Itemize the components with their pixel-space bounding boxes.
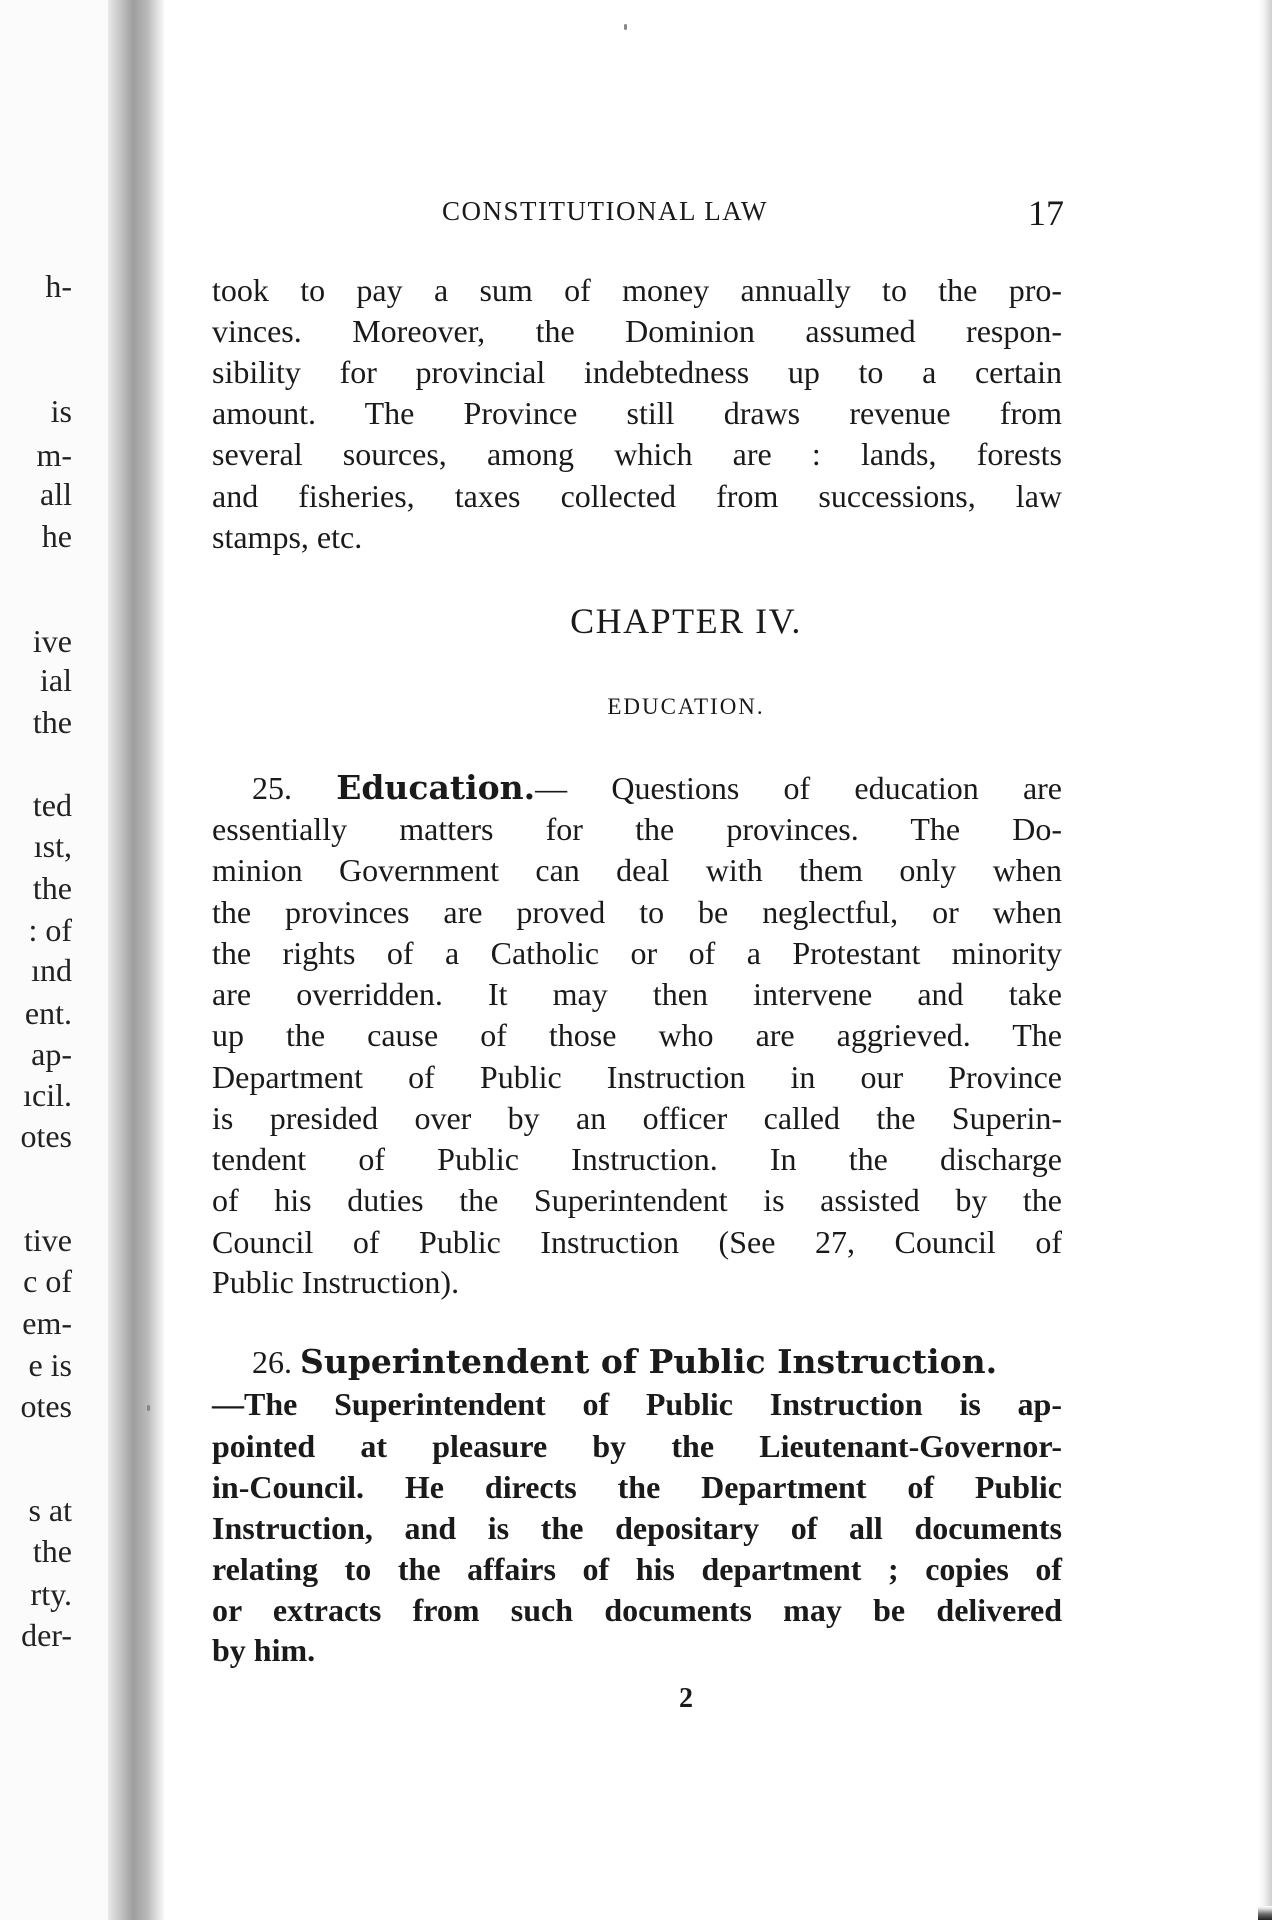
- text-line: or extracts from such documents may be delivered: [212, 1592, 1062, 1628]
- text-line: up the cause of those who are aggrieved. The: [212, 1017, 1062, 1053]
- section-lead: — Questions of education are: [535, 770, 1063, 806]
- book-gutter-shadow: [108, 0, 164, 1920]
- prev-line: h-: [45, 268, 72, 304]
- section-heading: Education.: [336, 768, 536, 807]
- chapter-subtitle: EDUCATION.: [607, 694, 765, 719]
- text-line: the rights of a Catholic or of a Protestant minority: [212, 935, 1062, 971]
- text-line: Instruction, and is the depositary of all documents: [212, 1510, 1062, 1546]
- prev-line: der-: [21, 1617, 72, 1653]
- text-line: Department of Public Instruction in our Province: [212, 1059, 1062, 1095]
- prev-line: ted: [32, 787, 72, 823]
- previous-page-fragment: [0, 0, 112, 1920]
- prev-line: ap-: [31, 1036, 72, 1072]
- prev-line: s at: [28, 1492, 72, 1528]
- text-line: Council of Public Instruction (See 27, Council of: [212, 1224, 1062, 1260]
- prev-line: all: [40, 476, 72, 512]
- section-heading-line: [252, 768, 1062, 808]
- prev-line: ıst,: [33, 828, 72, 864]
- dust-speck: [624, 24, 627, 30]
- prev-line: ent.: [24, 995, 72, 1031]
- prev-line: c of: [23, 1263, 72, 1299]
- text-line: relating to the affairs of his department ; copies of: [212, 1551, 1062, 1587]
- text-line: of his duties the Superintendent is assisted by the: [212, 1182, 1062, 1218]
- text-line: minion Government can deal with them only when: [212, 852, 1062, 888]
- prev-line: ial: [40, 662, 72, 698]
- text-line: and fisheries, taxes collected from successions, law: [212, 478, 1062, 514]
- text-line: pointed at pleasure by the Lieutenant-Governor-: [212, 1428, 1062, 1464]
- text-line: amount. The Province still draws revenue from: [212, 395, 1062, 431]
- section-number: 25.: [252, 770, 292, 806]
- text-line: took to pay a sum of money annually to the pro-: [212, 272, 1062, 308]
- running-head-title: CONSTITUTIONAL LAW: [442, 196, 769, 226]
- prev-line: e is: [28, 1347, 72, 1383]
- prev-line: otes: [20, 1118, 72, 1154]
- prev-line: : of: [28, 912, 72, 948]
- text-line: several sources, among which are : lands, forests: [212, 436, 1062, 472]
- section-heading: Superintendent of Public Instruction.: [300, 1342, 998, 1381]
- page-number: 17: [1028, 193, 1064, 233]
- text-line: in-Council. He directs the Department of Public: [212, 1469, 1062, 1505]
- text-line: essentially matters for the provinces. The Do-: [212, 811, 1062, 847]
- prev-line: rty.: [30, 1576, 72, 1612]
- section-heading-line: [252, 1342, 1062, 1382]
- prev-line: ıcil.: [23, 1077, 72, 1113]
- prev-line: ınd: [31, 952, 72, 988]
- chapter-title: CHAPTER IV.: [570, 601, 802, 641]
- section-number: 26.: [252, 1344, 292, 1380]
- prev-line: is: [50, 393, 72, 429]
- text-line: by him.: [212, 1632, 316, 1668]
- prev-line: m-: [36, 437, 72, 473]
- text-line: stamps, etc.: [212, 519, 363, 555]
- text-line: —The Superintendent of Public Instruction is ap-: [212, 1386, 1062, 1422]
- prev-line: the: [32, 704, 72, 740]
- prev-line: otes: [20, 1388, 72, 1424]
- text-line: tendent of Public Instruction. In the discharge: [212, 1141, 1062, 1177]
- prev-line: em-: [22, 1305, 72, 1341]
- prev-line: the: [32, 1533, 72, 1569]
- prev-line: the: [32, 870, 72, 906]
- prev-line: he: [41, 518, 72, 554]
- prev-line: ive: [32, 623, 72, 659]
- prev-line: tive: [24, 1222, 72, 1258]
- dust-speck: [147, 1405, 150, 1411]
- right-page-edge: [1258, 0, 1272, 1920]
- text-line: are overridden. It may then intervene and take: [212, 976, 1062, 1012]
- text-line: Public Instruction).: [212, 1264, 460, 1300]
- text-line: the provinces are proved to be neglectful, or when: [212, 894, 1062, 930]
- running-head: [278, 192, 1064, 236]
- text-line: is presided over by an officer called the Superin-: [212, 1100, 1062, 1136]
- signature-mark: 2: [679, 1683, 693, 1714]
- text-line: vinces. Moreover, the Dominion assumed respon-: [212, 313, 1062, 349]
- text-line: sibility for provincial indebtedness up to a certain: [212, 354, 1062, 390]
